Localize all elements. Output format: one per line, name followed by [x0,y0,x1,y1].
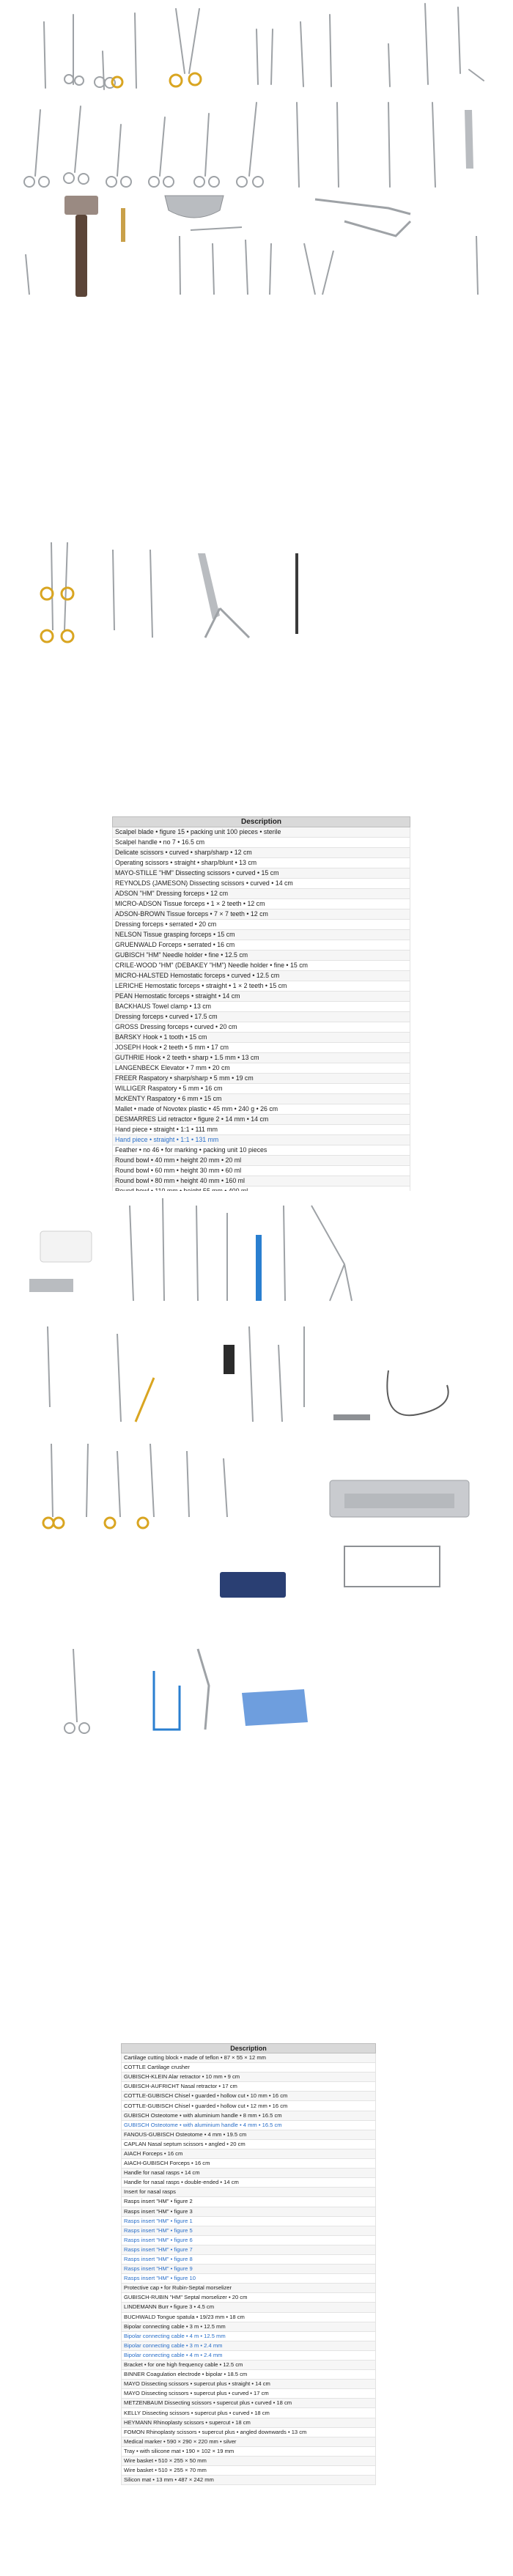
table-row [113,1156,410,1166]
table-cell-description: REYNOLDS (JAMESON) Dissecting scissors • curved • 14 cm [113,879,410,889]
instrument-photo-cartilage-hooks [0,1191,513,1308]
table-cell-description: Cartilage cutting block • made of teflon • 87 × 55 × 12 mm [122,2053,376,2063]
table-row [122,2063,376,2073]
table-row [122,2437,376,2446]
table-header: Description [122,2044,376,2053]
table-cell-description: Scalpel blade • figure 15 • packing unit 100 pieces • sterile [113,827,410,838]
table-cell-description: Silicon mat • 13 mm • 487 × 242 mm [122,2476,376,2485]
table-row [122,2053,376,2063]
table-cell-description: FOMON Rhinoplasty scissors • supercut plus • angled downwards • 13 cm [122,2427,376,2437]
table-cell-description: Hand piece • straight • 1:1 • 131 mm [113,1135,410,1145]
table-cell-description: Dressing forceps • curved • 17.5 cm [113,1012,410,1022]
table-row [113,1022,410,1033]
table-cell-description: LERICHE Hemostatic forceps • straight • 1 × 2 teeth • 15 cm [113,981,410,992]
table-row [122,2341,376,2350]
table-row [122,2361,376,2370]
table-cell-description: Wire basket • 510 × 255 × 50 mm [122,2456,376,2465]
table-row [122,2303,376,2312]
table-row [113,879,410,889]
table-row [113,1074,410,1084]
instrument-photo-scissors-forceps [0,0,513,92]
table-row [122,2178,376,2188]
table-cell-description: Bipolar connecting cable • 4 m • 12.5 mm [122,2331,376,2341]
instrument-photo-hemostat-mat [0,1642,513,1737]
table-cell-description: Bipolar connecting cable • 4 m • 2.4 mm [122,2350,376,2360]
table-cell-description: Rasps insert "HM" • figure 6 [122,2235,376,2245]
table-row [122,2331,376,2341]
table-row [122,2216,376,2226]
table-row [113,1002,410,1012]
table-cell-description: Delicate scissors • curved • sharp/sharp • 12 cm [113,848,410,858]
table-row [113,940,410,951]
product-table-2 [121,2043,376,2485]
table-cell-description: GROSS Dressing forceps • curved • 20 cm [113,1022,410,1033]
table-cell-description: Round bowl • 60 mm • height 30 mm • 60 ml [113,1166,410,1176]
table-row [122,2284,376,2293]
table-row [122,2197,376,2207]
table-row [113,1012,410,1022]
table-row [122,2399,376,2408]
table-cell-description: DESMARRES Lid retractor • figure 2 • 14 mm • 14 cm [113,1115,410,1125]
table-row [122,2139,376,2149]
table-cell-description: FREER Raspatory • sharp/sharp • 5 mm • 19 cm [113,1074,410,1084]
table-row [113,1084,410,1094]
table-row [122,2380,376,2389]
table-row [113,1135,410,1145]
table-cell-description: GUBISCH-AUFRICHT Nasal retractor • 17 cm [122,2082,376,2092]
table-row [122,2322,376,2331]
table-cell-description: BACKHAUS Towel clamp • 13 cm [113,1002,410,1012]
table-row [122,2370,376,2380]
table-cell-description: Hand piece • straight • 1:1 • 111 mm [113,1125,410,1135]
table-row [122,2456,376,2465]
table-row [113,889,410,899]
table-row [122,2466,376,2476]
table-cell-description: HEYMANN Rhinoplasty scissors • supercut • 18 cm [122,2418,376,2427]
table-cell-description: JOSEPH Hook • 2 teeth • 5 mm • 17 cm [113,1043,410,1053]
table-row [113,981,410,992]
table-row [122,2274,376,2284]
table-row [113,1125,410,1135]
table-cell-description: Round bowl • 80 mm • height 40 mm • 160 ml [113,1176,410,1186]
instrument-photo-tray-basket [0,1539,513,1605]
table-cell-description: Tray • with silicone mat • 190 × 102 × 19 mm [122,2446,376,2456]
table-cell-description: CRILE-WOOD "HM" (DEBAKEY "HM") Needle holder • fine • 15 cm [113,961,410,971]
table-cell-description: Feather • no 46 • for marking • packing unit 10 pieces [113,1145,410,1156]
table-row [113,1033,410,1043]
table-row [113,1063,410,1074]
table-row [122,2226,376,2235]
table-cell-description: COTTLE-GUBISCH Chisel • guarded • hollow cut • 10 mm • 16 cm [122,2092,376,2101]
table-row [113,1166,410,1176]
instrument-photo-forceps-cable [0,1319,513,1429]
table-row [113,868,410,879]
table-cell-description: Rasps insert "HM" • figure 8 [122,2254,376,2264]
table-row [122,2408,376,2418]
table-row [113,827,410,838]
table-cell-description: BINNER Coagulation electrode • bipolar • 18.5 cm [122,2370,376,2380]
table-cell-description: Rasps insert "HM" • figure 2 [122,2197,376,2207]
table-cell-description: Bracket • for one high frequency cable • 12.5 cm [122,2361,376,2370]
table-row [122,2092,376,2101]
table-cell-description: Wire basket • 510 × 255 × 70 mm [122,2466,376,2476]
table-cell-description: Rasps insert "HM" • figure 7 [122,2245,376,2254]
table-cell-description: Medical marker • 590 × 290 × 220 mm • silver [122,2437,376,2446]
table-row [122,2265,376,2274]
table-row [113,992,410,1002]
table-cell-description: PEAN Hemostatic forceps • straight • 14 cm [113,992,410,1002]
table-cell-description: LINDEMANN Burr • figure 3 • 4.5 cm [122,2303,376,2312]
table-cell-description: Handle for nasal rasps • 14 cm [122,2169,376,2178]
table-cell-description: ADSON "HM" Dressing forceps • 12 cm [113,889,410,899]
table-cell-description: McKENTY Raspatory • 6 mm • 15 cm [113,1094,410,1104]
table-cell-description: GUTHRIE Hook • 2 teeth • sharp • 1.5 mm • 13 cm [113,1053,410,1063]
table-cell-description: BARSKY Hook • 1 tooth • 15 cm [113,1033,410,1043]
table-row [113,1104,410,1115]
table-cell-description: AIACH Forceps • 16 cm [122,2149,376,2158]
table-cell-description: CAPLAN Nasal septum scissors • angled • 20 cm [122,2139,376,2149]
table-row [122,2188,376,2197]
instrument-photo-needle-holders [0,535,513,645]
table-row [113,838,410,848]
table-row [122,2159,376,2169]
table-row [113,1043,410,1053]
table-row [122,2312,376,2322]
table-cell-description: GRUENWALD Forceps • serrated • 16 cm [113,940,410,951]
table-cell-description: GUBISCH-KLEIN Alar retractor • 10 mm • 9 cm [122,2073,376,2082]
table-cell-description: GUBISCH Osteotome • with aluminium handle • 4 mm • 16.5 cm [122,2120,376,2130]
table-cell-description: ADSON-BROWN Tissue forceps • 7 × 7 teeth • 12 cm [113,909,410,920]
table-cell-description: Protective cap • for Rubin-Septal morselizer [122,2284,376,2293]
table-cell-description: Round bowl • 40 mm • height 20 mm • 20 ml [113,1156,410,1166]
table-row [122,2101,376,2111]
table-cell-description: Rasps insert "HM" • figure 5 [122,2226,376,2235]
table-cell-description: Rasps insert "HM" • figure 1 [122,2216,376,2226]
table-cell-description: AIACH-GUBISCH Forceps • 16 cm [122,2159,376,2169]
table-row [113,971,410,981]
table-cell-description: FANOUS-GUBISCH Osteotome • 4 mm • 19.5 cm [122,2130,376,2139]
table-row [113,920,410,930]
table-cell-description: Mallet • made of Novotex plastic • 45 mm • 240 g • 26 cm [113,1104,410,1115]
table-row [113,858,410,868]
table-cell-description: LANGENBECK Elevator • 7 mm • 20 cm [113,1063,410,1074]
table-row [122,2446,376,2456]
table-cell-description: COTTLE Cartilage crusher [122,2063,376,2073]
instrument-photo-mallet-bowl-rongeur [0,192,513,298]
table-cell-description: Rasps insert "HM" • figure 3 [122,2207,376,2216]
table-cell-description: MICRO-HALSTED Hemostatic forceps • curved • 12.5 cm [113,971,410,981]
table-row [122,2293,376,2303]
table-row [122,2235,376,2245]
table-row [122,2082,376,2092]
table-row [113,899,410,909]
table-cell-description: MAYO Dissecting scissors • supercut plus • straight • 14 cm [122,2380,376,2389]
table-cell-description: GUBISCH "HM" Needle holder • fine • 12.5 cm [113,951,410,961]
table-row [113,1053,410,1063]
table-row [122,2389,376,2399]
table-row [113,930,410,940]
table-cell-description: MICRO-ADSON Tissue forceps • 1 × 2 teeth • 12 cm [113,899,410,909]
table-row [122,2418,376,2427]
table-cell-description: GUBISCH-RUBIN "HM" Septal morselizer • 20 cm [122,2293,376,2303]
table-row [122,2073,376,2082]
table-row [113,1145,410,1156]
table-cell-description: BUCHWALD Tongue spatula • 19/23 mm • 18 cm [122,2312,376,2322]
instrument-photo-scissors-container [0,1436,513,1532]
table-cell-description: Insert for nasal rasps [122,2188,376,2197]
table-row [113,848,410,858]
table-row [122,2245,376,2254]
table-header: Description [113,817,410,827]
table-cell-description: Handle for nasal rasps • double-ended • 14 cm [122,2178,376,2188]
table-cell-description: KELLY Dissecting scissors • supercut plus • curved • 18 cm [122,2408,376,2418]
table-row [122,2476,376,2485]
table-row [113,961,410,971]
table-cell-description: METZENBAUM Dissecting scissors • supercut plus • curved • 18 cm [122,2399,376,2408]
table-row [122,2149,376,2158]
table-row [113,909,410,920]
table-cell-description: Dressing forceps • serrated • 20 cm [113,920,410,930]
table-cell-description: MAYO-STILLE "HM" Dissecting scissors • curved • 15 cm [113,868,410,879]
table-row [113,1176,410,1186]
table-cell-description: COTTLE-GUBISCH Chisel • guarded • hollow cut • 12 mm • 16 cm [122,2101,376,2111]
table-row [122,2130,376,2139]
table-row [122,2350,376,2360]
table-cell-description: WILLIGER Raspatory • 5 mm • 16 cm [113,1084,410,1094]
table-cell-description: Operating scissors • straight • sharp/blunt • 13 cm [113,858,410,868]
table-cell-description: Bipolar connecting cable • 3 m • 12.5 mm [122,2322,376,2331]
table-cell-description: Rasps insert "HM" • figure 9 [122,2265,376,2274]
table-cell-description: MAYO Dissecting scissors • supercut plus • curved • 17 cm [122,2389,376,2399]
table-row [113,951,410,961]
table-cell-description: Rasps insert "HM" • figure 10 [122,2274,376,2284]
table-row [122,2120,376,2130]
table-row [113,1094,410,1104]
instrument-photo-hemostats-elevators [0,95,513,191]
table-cell-description: NELSON Tissue grasping forceps • 15 cm [113,930,410,940]
table-cell-description: Scalpel handle • no 7 • 16.5 cm [113,838,410,848]
table-cell-description: Bipolar connecting cable • 3 m • 2.4 mm [122,2341,376,2350]
table-row [122,2254,376,2264]
table-row [122,2427,376,2437]
table-row [122,2207,376,2216]
table-row [122,2111,376,2120]
table-row [113,1115,410,1125]
table-cell-description: GUBISCH Osteotome • with aluminium handle • 8 mm • 16.5 cm [122,2111,376,2120]
table-row [122,2169,376,2178]
